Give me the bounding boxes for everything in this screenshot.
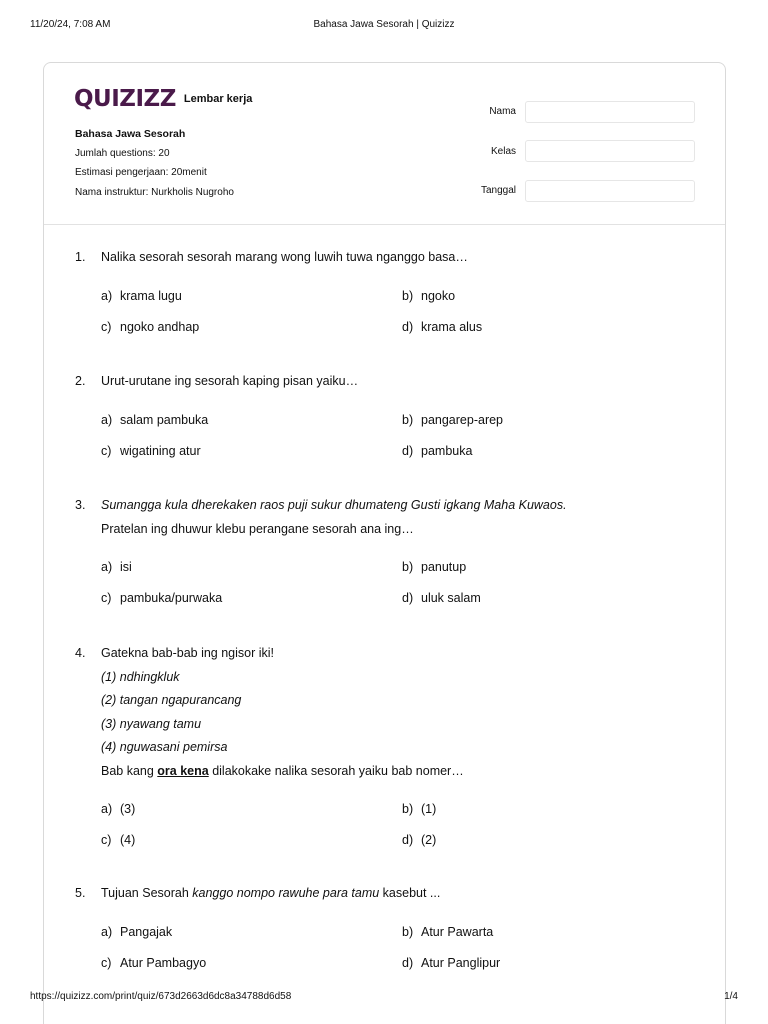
worksheet-title: Bahasa Jawa Sesorah: [75, 128, 186, 140]
option-b: b) pangarep-arep: [402, 412, 504, 427]
question-item: (4) nguwasani pemirsa: [101, 740, 228, 754]
option-c: c) (4): [101, 833, 136, 847]
question-2: [75, 373, 705, 474]
question-text: Urut-urutane ing sesorah kaping pisan yaiku…: [101, 374, 359, 388]
option-d: d) uluk salam: [402, 591, 481, 605]
worksheet-header: [44, 63, 725, 225]
option-a: a) krama lugu: [101, 288, 182, 303]
time-estimate: Estimasi pengerjaan: 20menit: [75, 167, 207, 178]
question-text: Nalika sesorah sesorah marang wong luwih tuwa nganggo basa…: [101, 250, 468, 264]
date-field-row: [481, 171, 695, 211]
option-a: a) salam pambuka: [101, 412, 209, 427]
question-4: [75, 645, 705, 863]
question-number: 5.: [75, 886, 86, 900]
print-footer: [30, 991, 738, 1005]
question-item: (2) tangan ngapurancang: [101, 693, 242, 707]
name-field-row: [481, 92, 695, 132]
option-c: c) pambuka/purwaka: [101, 591, 223, 605]
option-c: c) Atur Pambagyo: [101, 955, 207, 970]
print-page-title: Bahasa Jawa Sesorah | Quizizz: [313, 19, 455, 30]
option-a: a) (3): [101, 802, 136, 816]
answer-options: [75, 801, 705, 863]
question-text-italic: kanggo nompo rawuhe para tamu: [192, 886, 380, 900]
date-field[interactable]: [525, 180, 695, 202]
logo-subtitle: Lembar kerja: [183, 93, 253, 105]
question-item: (3) nyawang tamu: [101, 716, 202, 731]
option-b: b) (1): [402, 802, 437, 816]
question-text-post: kasebut ...: [379, 886, 441, 900]
question-5: [75, 885, 705, 986]
name-label: Nama: [489, 106, 516, 118]
name-field[interactable]: [525, 101, 695, 123]
answer-options: [75, 412, 705, 474]
question-quote: Sumangga kula dherekaken raos puji sukur dhumateng Gusti igkang Maha Kuwaos.: [101, 498, 567, 512]
class-field-row: [481, 132, 695, 172]
logo-wordmark: QUIZIZZ: [74, 86, 176, 112]
option-d: d) krama alus: [402, 319, 483, 334]
worksheet: [43, 62, 726, 1024]
option-b: b) Atur Pawarta: [402, 924, 494, 939]
question-text-pre: Bab kang: [101, 763, 158, 778]
option-d: d) pambuka: [402, 443, 473, 458]
class-field[interactable]: [525, 140, 695, 162]
worksheet-meta: [75, 127, 234, 205]
answer-options: [75, 288, 705, 350]
answer-options: [75, 559, 705, 621]
question-item: (1) ndhingkluk: [101, 669, 180, 684]
question-text-post: dilakokake nalika sesorah yaiku bab nomer…: [208, 763, 464, 778]
option-d: d) (2): [402, 833, 437, 847]
option-c: c) wigatining atur: [101, 443, 201, 458]
option-c: c) ngoko andhap: [101, 319, 200, 334]
option-d: d) Atur Panglipur: [402, 955, 501, 970]
question-number: 3.: [75, 498, 86, 512]
date-label: Tanggal: [480, 185, 516, 197]
question-text-pre: Tujuan Sesorah: [101, 886, 193, 900]
question-text: Pratelan ing dhuwur klebu perangane sesorah ana ing…: [101, 521, 414, 536]
quizizz-logo: [74, 85, 252, 113]
page-number: 1/4: [724, 991, 738, 1002]
question-3: [75, 497, 705, 621]
question-number: 1.: [75, 250, 86, 264]
question-text: Gatekna bab-bab ing ngisor iki!: [101, 646, 275, 660]
question-number: 4.: [75, 646, 86, 660]
question-emphasis: ora kena: [157, 763, 209, 778]
student-fields: [481, 92, 695, 211]
option-b: b) ngoko: [402, 288, 456, 303]
questions-count: Jumlah questions: 20: [75, 147, 170, 159]
option-a: a) Pangajak: [101, 924, 173, 939]
question-number: 2.: [75, 374, 86, 388]
question-1: [75, 249, 705, 350]
print-header: [30, 19, 738, 33]
option-b: b) panutup: [402, 560, 467, 574]
answer-options: [75, 924, 705, 986]
print-datetime: 11/20/24, 7:08 AM: [30, 19, 111, 30]
option-a: a) isi: [101, 560, 132, 574]
print-url: https://quizizz.com/print/quiz/673d2663d6dc8a34788d6d58: [30, 991, 292, 1002]
class-label: Kelas: [490, 145, 516, 157]
instructor-name: Nama instruktur: Nurkholis Nugroho: [75, 186, 234, 198]
